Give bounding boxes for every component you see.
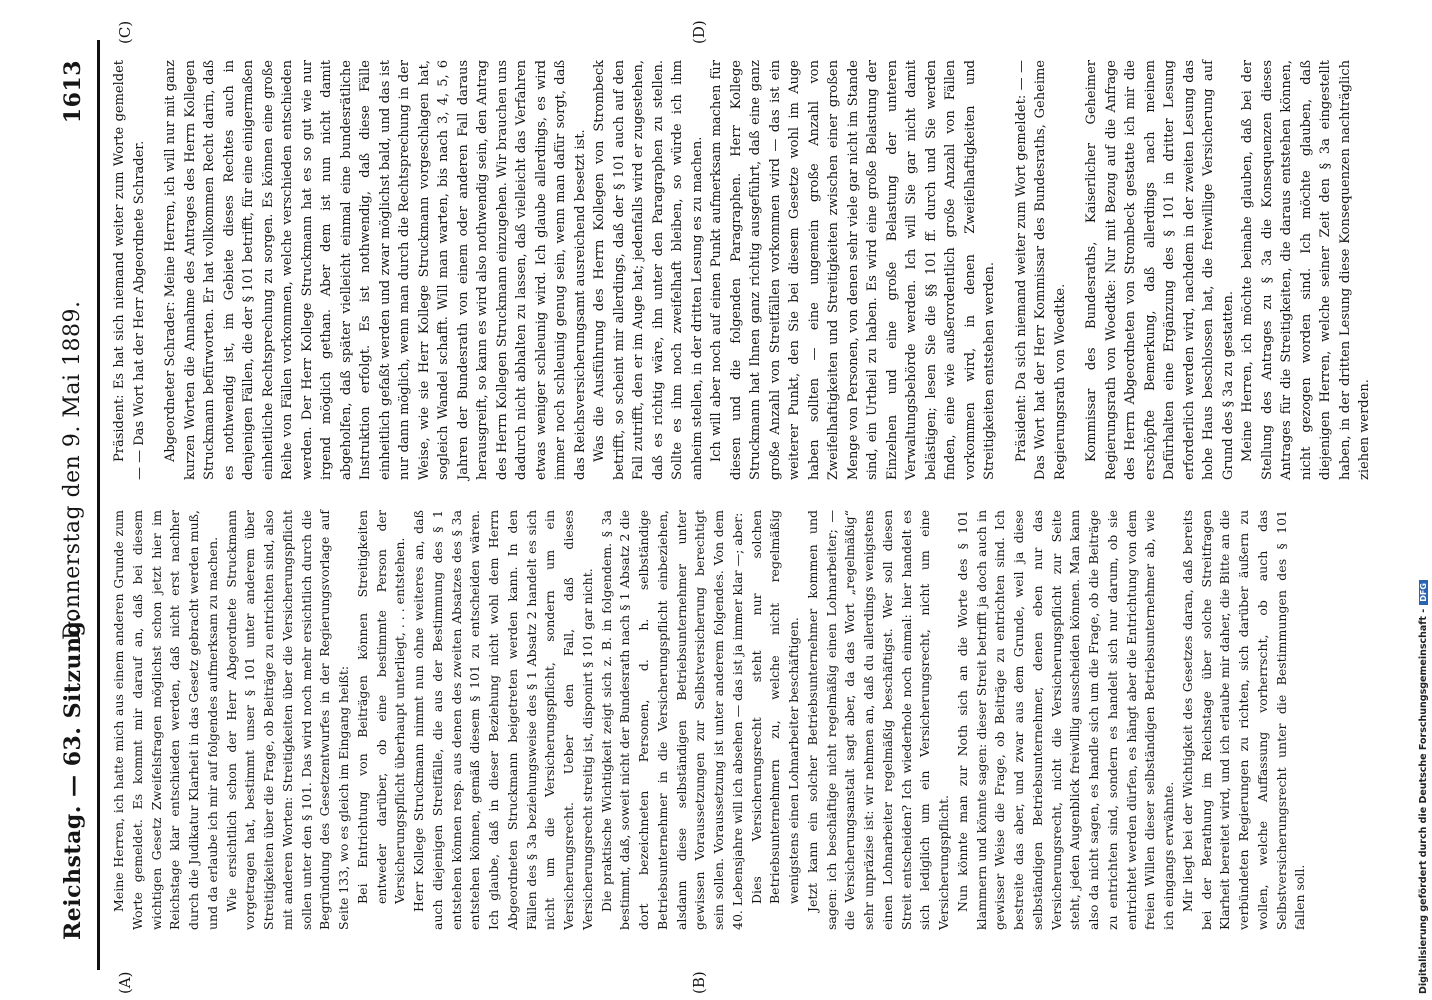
paragraph: Abgeordneter Schrader: Meine Herren, ich will nur mit ganz kurzen Worten die Annahme des Antrages des Herrn Kollegen Struckmann befürworten. Er hat vollkommen Recht darin, daß es nothwendig ist, im Gebiete dieses Rechtes auch in denjenigen Fällen, die der § 101 betrifft, für eine einigermaßen einheitliche Rechtsprechung zu sorgen. Es können eine große Reihe von Fällen vorkommen, welche verschieden entschieden werden. Der Herr Kollege Struckmann hat es so gut wie nur irgend möglich gethan. Aber dem ist nun nicht damit abgeholfen, daß später vielleicht einmal eine bundesrätliche Instruktion erfolgt. Es ist nothwendig, daß diese Fälle einheitlich gefaßt werden und zwar möglichst bald, und das ist nur dann möglich, wenn man durch die Rechtsprechung in der Weise, wie sie Herr Kollege Struckmann vorgeschlagen hat, sogleich Wandel schafft. Will man warten, bis nach 3, 4, 5, 6 Jahren der Bundesrath von einem oder anderen Fall daraus herausgreift, so kann es wird also nothwendig sein, den Antrag des Herrn Kollegen Struckmann einzugehen. Wir brauchen uns dadurch nicht abhalten zu lassen, daß vielleicht das Verfahren etwas weniger schleunig wird. Ich glaube allerdings, es wird immer noch schleunig genug sein, wenn man dafür sorgt, daß das Reichsversicherungsamt ausreichend besetzt ist. [163, 60, 588, 480]
dfg-notice-text: Digitalisierung gefördert durch die Deutsche Forschungsgemeinschaft - [1418, 608, 1429, 994]
paragraph: Nun könnte man zur Noth sich an die Worte des § 101 klammern und könnte sagen: dieser Streit betrifft ja doch auch in gewisser Weise die Frage, ob Beiträge zu entrichten sind. Ich bestreite das aber, und zwar aus dem Grunde, weil ja diese selbständigen Betriebsunternehmer, denen eben nur das Versicherungsrecht, nicht die Versicherungspflicht zur Seite steht, jeden Augenblick freiwillig ausscheiden können. Man kann also da nicht sagen, es handle sich um die Frage, ob die Beiträge zu entrichten sind, sondern es handelt sich nur darum, ob sie entrichtet werden dürfen, es hängt aber die Entrichtung von dem freien Willen dieser selbständigen Betriebsunternehmer ab, wie ich eingangs erwähnte. [954, 510, 1176, 930]
paragraph: Meine Herren, ich möchte beinahe glauben, daß bei der Stellung des Antrages zu § 3a die Konsequenzen dieses Antrages für die Streitigkeiten, die daraus entstehen können, nicht gezogen worden sind. Ich möchte glauben, daß diejenigen Herren, welche seiner Zeit den § 3a eingestellt haben, in der dritten Lesung diese Konsequenzen nachträglich ziehen werden. [1240, 60, 1372, 480]
paragraph: Präsident: Da sich niemand weiter zum Wort gemeldet: — — Das Wort hat der Herr Kommissar des Bundesraths, Geheime Regierungsrath von Woedtke. [1013, 60, 1068, 480]
quoted-paragraph: Bei Entrichtung von Beiträgen können Streitigkeiten entweder darüber, ob eine bestimmte Person der Versicherungspflicht überhaupt unterliegt, . . . entstehen. [354, 510, 408, 904]
page-header [52, 60, 92, 940]
header-date: Donnerstag den 9. Mai 1889. [60, 300, 85, 640]
header-session: Reichstag. — 63. Sitzung. [60, 612, 86, 940]
paragraph: Wie ersichtlich schon der Herr Abgeordnete Struckmann vorgetragen hat, bestimmt unser § 101 unter anderem über Streitigkeiten über die Frage, ob Beiträge zu entrichten sind, also mit anderen Worten: Streitigkeiten über die Versicherungspflicht sollen unter den § 101. Das wird noch mehr ersichtlich durch die Begründung des Gesetzentwurfes in der Regierungsvorlage auf Seite 133, wo es gleich im Eingang heißt: [223, 510, 351, 930]
page-number: 1613 [60, 60, 86, 124]
right-column [110, 60, 1375, 480]
header-rule [97, 40, 100, 970]
dfg-logo: DFG [1419, 580, 1428, 605]
margin-letter-a: (A) [116, 971, 134, 994]
paragraph: Kommissar des Bundesraths, Kaiserlicher Geheimer Regierungsrath von Woedtke: Nur mit Bezug auf die Anfrage des Herrn Abgeordneten von Strombeck gestatte ich mir die erschöpfte Bemerkung, daß allerdings nach meinem Dafürhalten eine Ergänzung des § 101 in dritter Lesung erforderlich werden wird, nachdem in der zweiten Lesung das hohe Haus beschlossen hat, die freiwillige Versicherung auf Grund des § 3a zu gestatten. [1084, 60, 1236, 480]
paragraph: Mir liegt bei der Wichtigkeit des Gesetzes daran, daß bereits bei der Berathung im Reichstage über solche Streitfragen Klarheit bereitet wird, und ich erlaube mir daher, die Bitte an die verbündeten Regierungen zu richten, sich darüber äußern zu wollen, welche Auffassung vorherrscht, ob auch das Selbstversicherungsrecht unter die Bestimmungen des § 101 fallen soll. [1179, 510, 1308, 930]
paragraph: Jetzt kann ein solcher Betriebsunternehmer kommen und sagen: ich beschäftige nicht regelmäßig einen Lohnarbeiter; — die Versicherungsanstalt sagt aber, da das Wort „regelmäßig“ sehr unpräzise ist: wir nehmen an, daß du allerdings wenigstens einen Lohnarbeiter regelmäßig beschäftigst. Wer soll diesen Streit entscheiden? Ich wiederhole noch einmal: hier handelt es sich lediglich um ein Versicherungsrecht, nicht um eine Versicherungspflicht. [804, 510, 951, 930]
left-column [110, 510, 1310, 930]
quoted-paragraph: Dies Versicherungsrecht steht nur solchen Betriebsunternehmern zu, welche nicht regelmäßig wenigstens einen Lohnarbeiter beschäftigen. [748, 510, 801, 904]
paragraph: Ich will aber noch auf einen Punkt aufmerksam machen für diesen und die folgenden Paragraphen. Herr Kollege Struckmann hat Ihnen ganz richtig ausgeführt, daß eine ganz große Anzahl von Streitfällen vorkommen wird — das ist ein weiterer Punkt, den Sie bei diesem Gesetze wohl im Auge haben sollten — eine ungemein große Anzahl von Zweifelhaftigkeiten und Streitigkeiten zwischen einer großen Menge von Personen, von denen sehr viele gar nicht im Stande sind, ein Urtheil zu haben. Es wird eine große Belastung der Einzelnen und eine große Belastung der unteren Verwaltungsbehörde werden. Ich will Sie gar nicht damit belästigen; lesen Sie die §§ 101 ff. durch und Sie werden finden, eine wie außerordentlich große Anzahl von Fällen vorkommen wird, in denen Zweifelhaftigkeiten und Streitigkeiten entstehen werden. [709, 60, 997, 480]
margin-letter-b: (B) [690, 971, 708, 994]
margin-letter-c: (C) [116, 20, 134, 44]
paragraph: Meine Herren, ich hatte mich aus einem anderen Grunde zum Worte gemeldet. Es kommt mir darauf an, daß bei diesem wichtigen Gesetz Zweifelsfragen möglichst schon jetzt hier im Reichstage klar entschieden werden, daß nicht erst nachher durch die Judikatur Klarheit in das Gesetz gebracht werden muß, und da erlaube ich mir auf folgendes aufmerksam zu machen. [111, 510, 220, 930]
paragraph: Herr Kollege Struckmann nimmt nun ohne weiteres an, daß auch diejenigen Streitfälle, die aus der Bestimmung des § 1 entstehen können resp. aus denen des zweiten Absatzes des § 3a entstehen können, gemäß diesem § 101 zu entscheiden wären. Ich glaube, daß in dieser Beziehung nicht wohl dem Herrn Abgeordneten Struckmann beigetreten werden kann. In den Fällen des § 3a beziehungsweise des § 1 Absatz 2 handelt es sich nicht um die Versicherungspflicht, sondern um ein Versicherungsrecht. Ueber den Fall, daß dieses Versicherungsrecht streitig ist, disponirt § 101 gar nicht. [411, 510, 595, 930]
paragraph: Die praktische Wichtigkeit zeigt sich z. B. in folgendem. § 3a bestimmt, daß, soweit nicht der Bundesrath nach § 1 Absatz 2 die dort bezeichneten Personen, d. h. selbständige Betriebsunternehmer in die Versicherungspflicht einbeziehen, alsdann diese selbständigen Betriebsunternehmer unter gewissen Voraussetzungen zur Selbstversicherung berechtigt sein sollen. Voraussetzung ist unter anderem folgendes. Von dem 40. Lebensjahre will ich absehen — das ist ja immer klar —; aber: [598, 510, 745, 930]
paragraph: Was die Ausführung des Herrn Kollegen von Strombeck betrifft, so scheint mir allerdings, daß der § 101 auch auf den Fall zutrifft, den er im Auge hat; jedenfalls wird er zugestehen, daß es richtig wäre, ihn unter den Paragraphen zu stellen. Sollte es ihm noch zweifelhaft bleiben, so würde ich ihm anheim stellen, in der dritten Lesung es zu machen. [592, 60, 705, 480]
paragraph: Präsident: Es hat sich niemand weiter zum Worte gemeldet — — Das Wort hat der Herr Abgeordnete Schrader. [112, 60, 147, 480]
margin-letter-d: (D) [690, 20, 708, 44]
dfg-notice [1418, 4, 1432, 994]
